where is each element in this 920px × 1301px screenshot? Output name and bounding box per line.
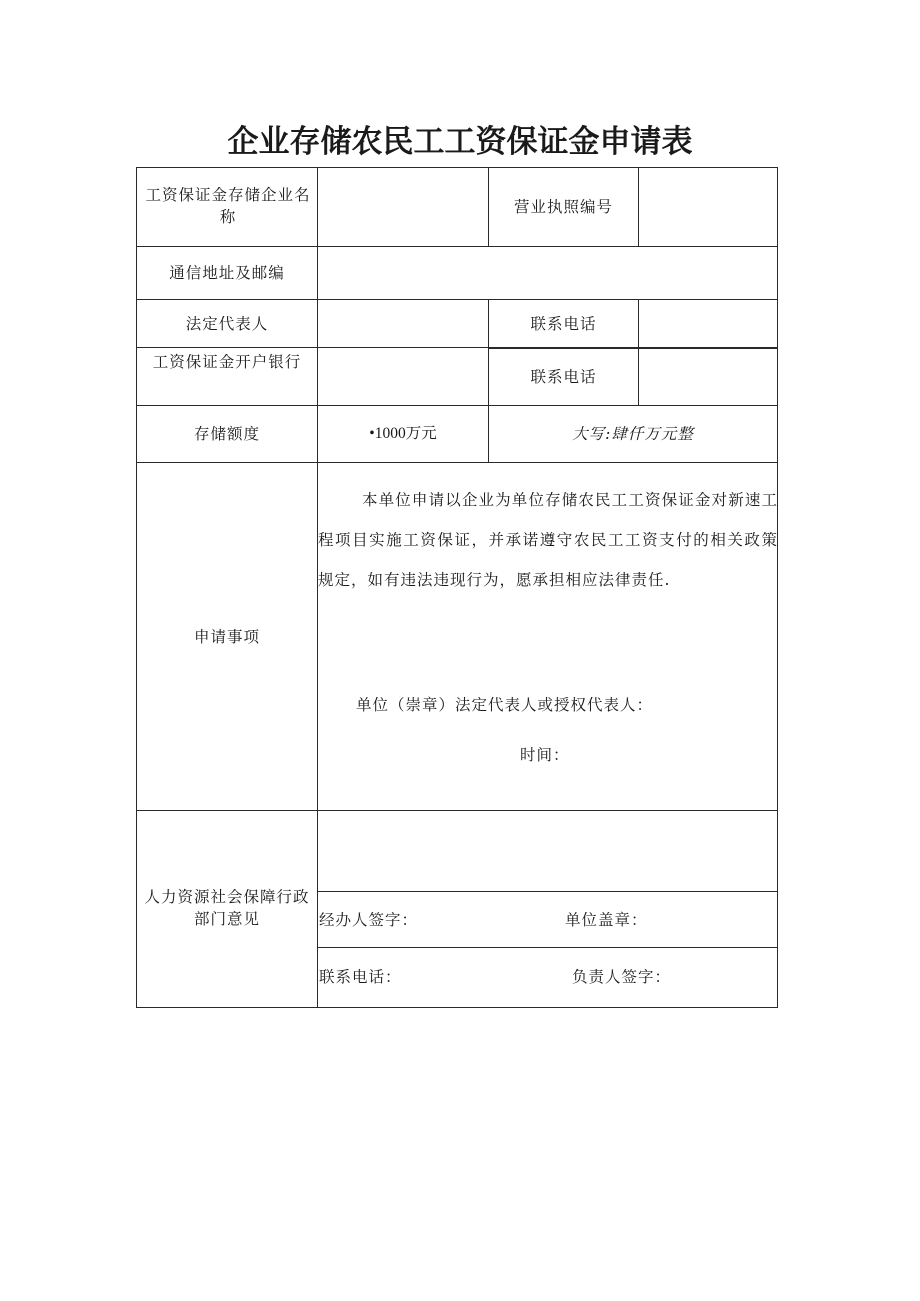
hr-contact-phone: 联系电话： (319, 968, 402, 986)
phone-label-1: 联系电话 (530, 314, 597, 333)
responsible-signature: 负责人签字： (572, 968, 672, 986)
legal-rep-field[interactable] (318, 300, 488, 347)
handler-signature: 经办人签字： (319, 911, 419, 929)
application-statement: 本单位申请以企业为单位存储农民工工资保证金对新速工程项目实施工资保证，并承诺遵守农民工工资支付的相关政策规定，如有违法违现行为，愿承担相应法律责任. (318, 491, 778, 589)
form-title: 企业存储农民工工资保证金申请表 (227, 124, 693, 160)
hr-subdivider-2 (317, 947, 778, 948)
hr-subdivider-1 (317, 891, 778, 892)
license-number-field[interactable] (639, 168, 777, 246)
amount-uppercase: 大写:肆仟万元整 (572, 425, 694, 443)
phone-label-2: 联系电话 (530, 368, 597, 386)
phone-field-2[interactable] (639, 349, 777, 405)
bank-field[interactable] (318, 349, 488, 405)
phone-field-1[interactable] (639, 300, 777, 347)
company-name-field[interactable] (318, 168, 488, 246)
time-label: 时间： (520, 746, 570, 764)
bank-label: 工资保证金开户银行 (152, 353, 302, 371)
address-label: 通信地址及邮编 (169, 264, 285, 282)
signature-line: 单位（崇章）法定代表人或授权代表人： (356, 696, 654, 714)
hr-opinion-label: 人力资源社会保障行政部门意见 (144, 888, 310, 928)
amount-value: •1000万元 (369, 425, 437, 442)
legal-rep-label: 法定代表人 (185, 314, 269, 333)
license-number-label: 营业执照编号 (513, 198, 613, 216)
hr-opinion-field[interactable] (318, 811, 777, 891)
table-border-bottom (136, 1007, 778, 1008)
amount-label: 存储额度 (193, 425, 260, 443)
application-label: 申请事项 (193, 627, 260, 646)
unit-seal: 单位盖章： (565, 911, 648, 929)
company-name-label: 工资保证金存储企业名称 (145, 186, 311, 226)
address-field[interactable] (318, 247, 777, 299)
